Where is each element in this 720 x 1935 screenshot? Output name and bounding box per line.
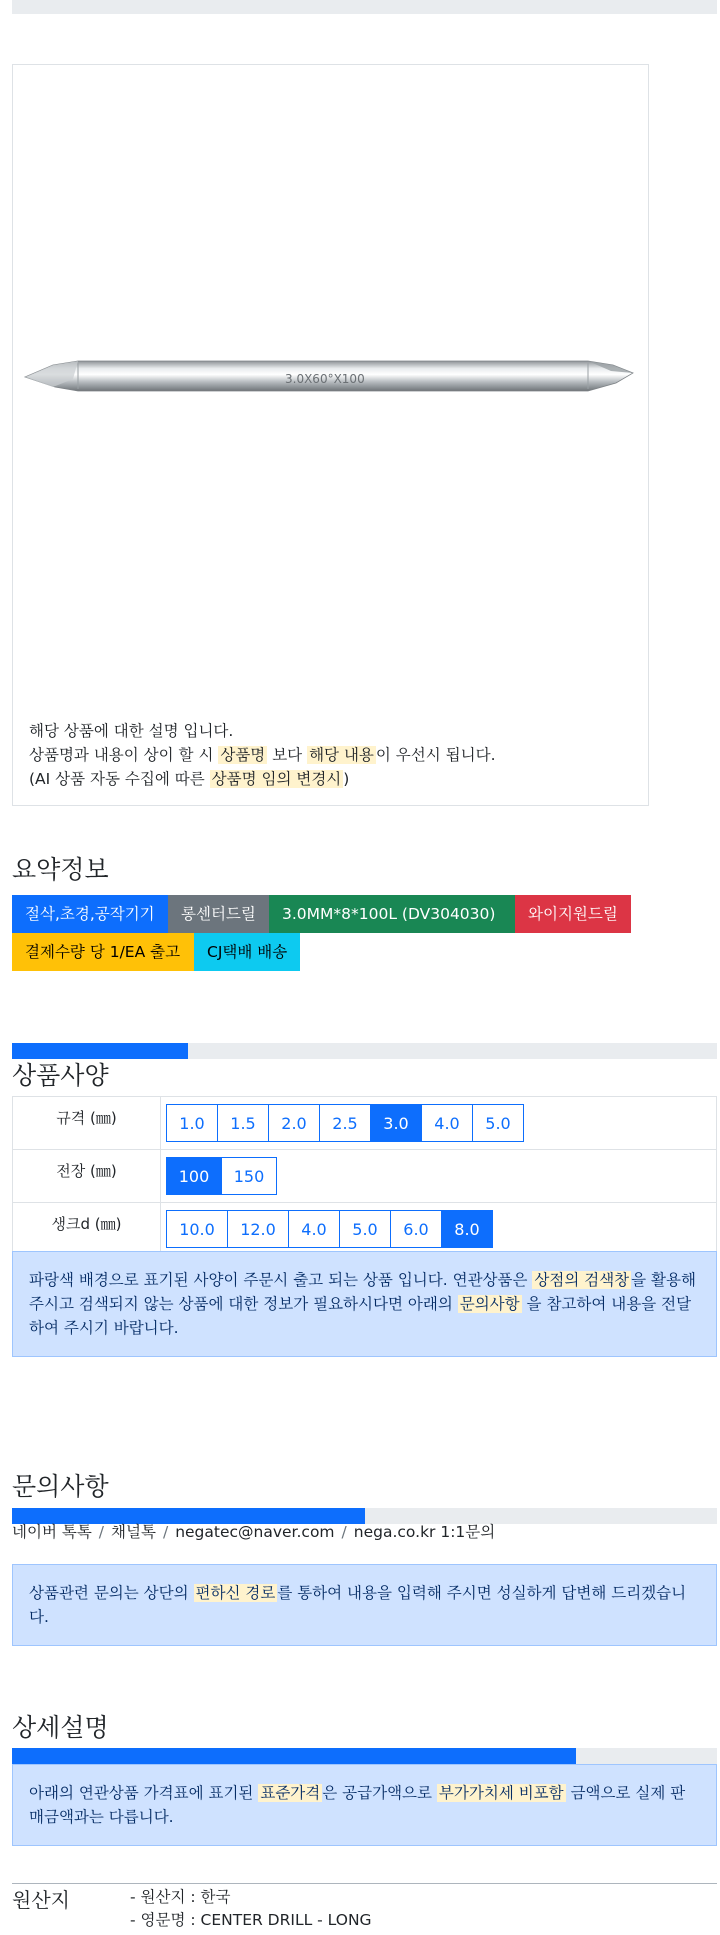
desc-text: 보다 bbox=[267, 746, 308, 764]
highlight-content: 해당 내용 bbox=[309, 746, 374, 764]
spec-label-length: 전장 (㎜) bbox=[13, 1150, 161, 1203]
length-option[interactable]: 150 bbox=[221, 1157, 277, 1195]
origin-divider bbox=[12, 1883, 717, 1884]
length-option-group bbox=[166, 1157, 715, 1195]
detail-title: 상세설명 bbox=[12, 1713, 109, 1742]
drill-engraving: 3.0X60°X100 bbox=[285, 372, 365, 386]
breadcrumb-separator: / bbox=[162, 1523, 169, 1541]
desc-text: ) bbox=[343, 770, 350, 788]
detail-progress-fill bbox=[12, 1748, 576, 1764]
spec-row-length bbox=[13, 1150, 717, 1203]
spec-title: 상품사양 bbox=[12, 1061, 109, 1090]
center-drill-image bbox=[13, 65, 650, 705]
detail-progress-bar bbox=[12, 1748, 717, 1764]
inquiry-title: 문의사항 bbox=[12, 1472, 109, 1501]
shank-option[interactable]: 12.0 bbox=[227, 1210, 289, 1248]
notice-text: 을 참고하여 내용을 전달하여 주시기 바랍니다. bbox=[29, 1295, 692, 1337]
size-option[interactable]: 1.5 bbox=[217, 1104, 269, 1142]
badge-model: 3.0MM*8*100L (DV304030) bbox=[269, 895, 515, 933]
size-option[interactable]: 4.0 bbox=[421, 1104, 473, 1142]
inquiry-notice bbox=[12, 1564, 717, 1646]
notice-text: 를 통하여 내용을 입력해 주시면 성실하게 답변해 드리겠습니다. bbox=[29, 1584, 687, 1626]
desc-text: 이 우선시 됩니다. bbox=[375, 746, 496, 764]
size-option[interactable]: 2.5 bbox=[319, 1104, 371, 1142]
breadcrumb-separator: / bbox=[98, 1523, 105, 1541]
origin-title: 원산지 bbox=[12, 1888, 70, 1912]
spec-options-shank bbox=[161, 1203, 717, 1256]
contact-site-inquiry[interactable]: nega.co.kr 1:1문의 bbox=[353, 1523, 496, 1541]
badge-type: 롱센터드릴 bbox=[168, 895, 269, 933]
size-option[interactable]: 3.0 bbox=[370, 1104, 422, 1142]
desc-text: 상품명과 내용이 상이 할 시 bbox=[29, 746, 219, 764]
spec-row-shank bbox=[13, 1203, 717, 1256]
spec-options-length bbox=[161, 1150, 717, 1203]
badge-category: 절삭,초경,공작기기 bbox=[12, 895, 168, 933]
shank-option[interactable]: 5.0 bbox=[339, 1210, 391, 1248]
contact-naver-talk[interactable]: 네이버 톡톡 bbox=[12, 1523, 92, 1541]
notice-text: 파랑색 배경으로 표기된 사양이 주문시 출고 되는 상품 입니다. 연관상품은 bbox=[29, 1271, 533, 1289]
notice-text: 은 공급가액으로 bbox=[322, 1784, 437, 1802]
product-image-description bbox=[29, 719, 496, 791]
badge-shipping: CJ택배 배송 bbox=[194, 933, 300, 971]
highlight-search: 상점의 검색창 bbox=[534, 1271, 630, 1289]
shank-option-group bbox=[166, 1210, 715, 1248]
notice-text: 금액으로 실제 판매금액과는 다릅니다. bbox=[29, 1784, 686, 1826]
shank-option[interactable]: 4.0 bbox=[288, 1210, 340, 1248]
highlight-inquiry: 문의사항 bbox=[459, 1295, 520, 1313]
origin-list bbox=[130, 1886, 372, 1932]
spec-label-size: 규격 (㎜) bbox=[13, 1097, 161, 1150]
contact-email[interactable]: negatec@naver.com bbox=[175, 1523, 335, 1541]
size-option-group bbox=[166, 1104, 715, 1142]
highlight-name-change: 상품명 임의 변경시 bbox=[211, 770, 342, 788]
size-option[interactable]: 2.0 bbox=[268, 1104, 320, 1142]
size-option[interactable]: 1.0 bbox=[166, 1104, 218, 1142]
desc-line-2 bbox=[29, 743, 496, 767]
spec-row-size bbox=[13, 1097, 717, 1150]
contact-breadcrumb bbox=[12, 1520, 495, 1542]
size-option[interactable]: 5.0 bbox=[472, 1104, 524, 1142]
top-bar bbox=[12, 0, 717, 14]
highlight-product-name: 상품명 bbox=[220, 746, 266, 764]
desc-text: (AI 상품 자동 수집에 따른 bbox=[29, 770, 210, 788]
desc-line-1: 해당 상품에 대한 설명 입니다. bbox=[29, 722, 234, 740]
highlight-standard-price: 표준가격 bbox=[260, 1784, 321, 1802]
shank-option[interactable]: 10.0 bbox=[166, 1210, 228, 1248]
contact-channel-talk[interactable]: 채널톡 bbox=[111, 1523, 156, 1541]
notice-text: 아래의 연관상품 가격표에 표기된 bbox=[29, 1784, 259, 1802]
product-image-panel bbox=[12, 64, 649, 806]
breadcrumb-separator: / bbox=[341, 1523, 347, 1541]
notice-text: 상품관련 문의는 상단의 bbox=[29, 1584, 194, 1602]
length-option[interactable]: 100 bbox=[166, 1157, 222, 1195]
desc-line-3 bbox=[29, 767, 496, 791]
spec-progress-bar bbox=[12, 1043, 717, 1059]
badge-brand: 와이지원드릴 bbox=[515, 895, 631, 933]
shank-option[interactable]: 6.0 bbox=[390, 1210, 442, 1248]
spec-table bbox=[12, 1096, 717, 1256]
badge-quantity: 결제수량 당 1/EA 출고 bbox=[12, 933, 194, 971]
origin-country: - 원산지 : 한국 bbox=[130, 1888, 231, 1906]
highlight-vat: 부가가치세 비포함 bbox=[438, 1784, 564, 1802]
origin-english-name: - 영문명 : CENTER DRILL - LONG bbox=[130, 1911, 372, 1929]
highlight-route: 편하신 경로 bbox=[195, 1584, 276, 1602]
spec-options-size bbox=[161, 1097, 717, 1150]
detail-notice bbox=[12, 1764, 717, 1846]
spec-notice bbox=[12, 1251, 717, 1357]
summary-title: 요약정보 bbox=[12, 855, 109, 884]
notice-text: 을 활용해 주시고 검색되지 않는 상품에 대한 정보가 필요하시다면 아래의 bbox=[29, 1271, 696, 1313]
spec-label-shank: 생크d (㎜) bbox=[13, 1203, 161, 1256]
shank-option[interactable]: 8.0 bbox=[441, 1210, 493, 1248]
